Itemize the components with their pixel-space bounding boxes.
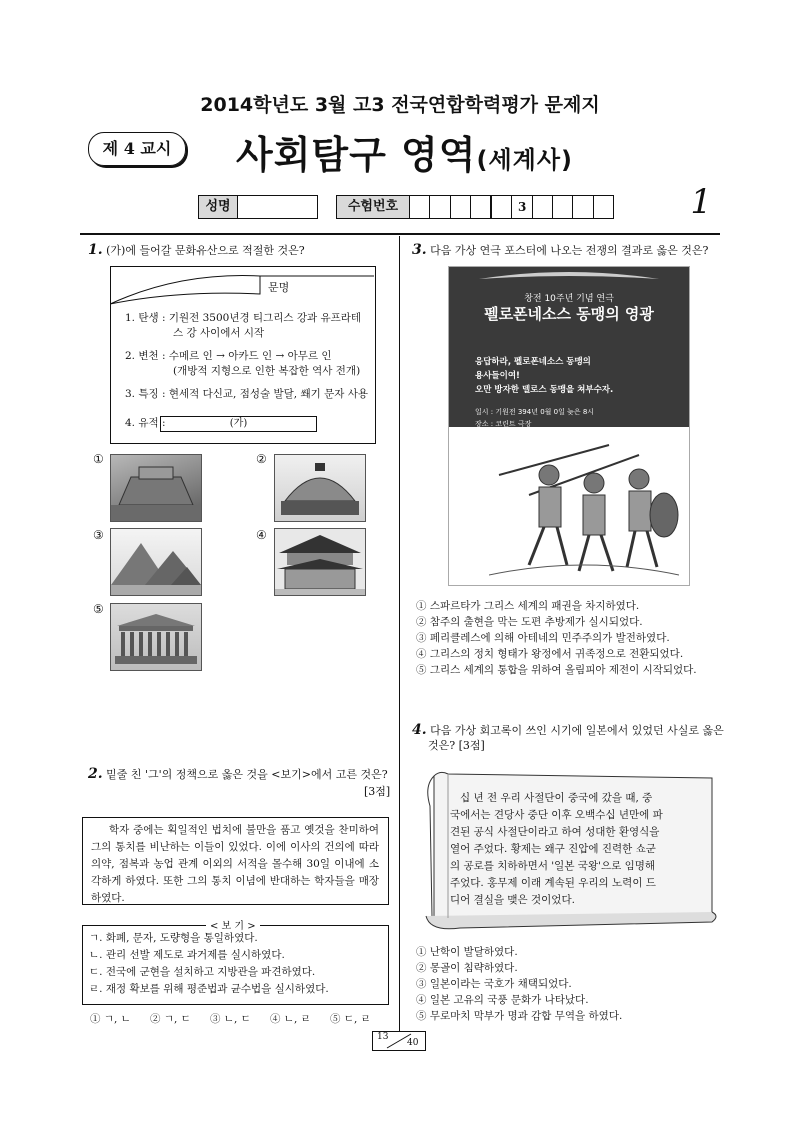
pyramids-image[interactable]: [110, 528, 202, 596]
answer-choice[interactable]: ① 난학이 발달하였다.: [416, 946, 518, 958]
answer-choice[interactable]: ⑤ 그리스 세계의 통합을 위하여 올림피아 제전이 시작되었다.: [416, 664, 697, 676]
option-number: ⑤: [93, 602, 104, 616]
bogi-title: < 보 기 >: [206, 917, 260, 932]
q2-passage-box: [82, 817, 389, 905]
q1-item: 2. 변천 : 수메르 인 → 아카드 인 → 아무르 인: [125, 350, 332, 362]
q1-item: 4. 유적 :: [125, 417, 166, 429]
answer-choice[interactable]: ② ㄱ, ㄷ: [150, 1013, 191, 1025]
ziggurat-image[interactable]: [110, 454, 202, 522]
answer-choice[interactable]: ① ㄱ, ㄴ: [90, 1013, 131, 1025]
page-current: 13: [377, 1032, 389, 1042]
play-poster: [448, 266, 690, 586]
poster-line: 오만 방자한 델로스 동맹을 쳐부수자.: [475, 385, 614, 395]
subject-main: 사회탐구 영역: [236, 133, 477, 177]
poster-line: 용사들이여!: [475, 371, 520, 381]
poster-title: 펠로폰네소스 동맹의 영광: [484, 305, 654, 323]
subject-sub: (세계사): [476, 146, 573, 174]
scroll-line: 디어 결실을 맺은 것이었다.: [450, 894, 575, 906]
q4-number: 4.: [412, 722, 427, 738]
exam-id-label: 수험번호: [337, 196, 410, 218]
bogi-item: ㄴ. 관리 선발 제도로 과거제를 실시하였다.: [89, 949, 285, 961]
name-field[interactable]: [238, 196, 317, 218]
q2-points: [3점]: [364, 785, 391, 798]
answer-choice[interactable]: ③ 일본이라는 국호가 채택되었다.: [416, 978, 572, 990]
stupa-image[interactable]: [274, 454, 366, 522]
id-cell[interactable]: [594, 196, 613, 218]
answer-choice[interactable]: ④ 일본 고유의 국풍 문화가 나타났다.: [416, 994, 589, 1006]
answer-choice[interactable]: ② 참주의 출현을 막는 도편 추방제가 실시되었다.: [416, 616, 643, 628]
q1-question-text: (가)에 들어갈 문화유산으로 적절한 것은?: [106, 244, 305, 257]
q4-question: [412, 722, 724, 739]
answer-choice[interactable]: ⑤ 무로마치 막부가 명과 감합 무역을 하였다.: [416, 1010, 623, 1022]
poster-line: 응답하라, 펠로폰네소스 동맹의: [475, 357, 591, 367]
answer-choice[interactable]: ① 스파르타가 그리스 세계의 패권을 차지하였다.: [416, 600, 640, 612]
q4-question-cont: 것은? [3점]: [428, 739, 485, 752]
q2-question: [88, 766, 388, 783]
answer-choice[interactable]: ④ ㄴ, ㄹ: [270, 1013, 311, 1025]
q3-question-text: 다음 가상 연극 포스터에 나오는 전쟁의 결과로 옳은 것은?: [430, 244, 709, 257]
q1-banner-label: 문명: [268, 281, 290, 294]
q1-item: (개방적 지형으로 인한 복잡한 역사 전개): [173, 365, 361, 377]
page-counter: [372, 1031, 426, 1051]
q2-question-text: 밑줄 친 '그'의 정책으로 옳은 것을 <보기>에서 고른 것은?: [106, 768, 388, 781]
option-number: ④: [256, 528, 267, 542]
option-number: ②: [256, 452, 267, 466]
id-cell[interactable]: [553, 196, 573, 218]
q1-item: 3. 특징 : 현세적 다신교, 점성술 발달, 쐐기 문자 사용: [125, 388, 368, 400]
scroll-line: 국에서는 견당사 중단 이후 오백수십 년만에 파: [450, 809, 663, 821]
id-cell[interactable]: [430, 196, 450, 218]
q2-number: 2.: [88, 766, 103, 782]
period-badge: 제 4 교시: [88, 132, 186, 166]
id-cell-digit: 3: [512, 196, 532, 218]
poster-date: 일시 : 기원전 394년 0월 0일 늦은 8시: [475, 408, 595, 416]
q4-question-text: 다음 가상 회고록이 쓰인 시기에 일본에서 있었던 사실로 옳은: [430, 724, 724, 737]
bogi-box: [82, 925, 389, 1005]
subject-title: [236, 124, 573, 179]
scroll-line: 열어 주었다. 황제는 왜구 진압에 진력한 쇼군: [450, 843, 656, 855]
parthenon-image[interactable]: [110, 603, 202, 671]
answer-choice[interactable]: ③ 페리클레스에 의해 아테네의 민주주의가 발전하였다.: [416, 632, 670, 644]
id-cell[interactable]: [492, 196, 512, 218]
exam-title: 2014학년도 3월 고3 전국연합학력평가 문제지: [200, 94, 600, 116]
id-cell[interactable]: [471, 196, 492, 218]
option-number: ①: [93, 452, 104, 466]
scroll-line: 주었다. 홍무제 이래 계속된 우리의 노력이 드: [450, 877, 656, 889]
header-divider: [80, 233, 720, 235]
id-cell[interactable]: [451, 196, 471, 218]
q1-banner-graphic: [110, 266, 374, 306]
option-number: ③: [93, 528, 104, 542]
answer-choice[interactable]: ② 몽골이 침략하였다.: [416, 962, 518, 974]
bogi-item: ㄷ. 전국에 군현을 설치하고 지방관을 파견하였다.: [89, 966, 316, 978]
scroll-line: 의 공로를 치하하면서 '일본 국왕'으로 임명해: [450, 860, 656, 872]
warriors-illustration: [489, 435, 679, 583]
bogi-item: ㄹ. 재정 확보를 위해 평준법과 균수법을 실시하였다.: [89, 983, 329, 995]
answer-choice[interactable]: ④ 그리스의 정치 형태가 왕정에서 귀족정으로 전환되었다.: [416, 648, 684, 660]
page-total: 40: [407, 1038, 419, 1048]
scroll-text: [450, 790, 710, 909]
id-cell[interactable]: [533, 196, 553, 218]
bogi-item: ㄱ. 화폐, 문자, 도량형을 통일하였다.: [89, 932, 258, 944]
q3-number: 3.: [412, 242, 427, 258]
q3-question: [412, 242, 708, 259]
page-number: 1: [690, 182, 712, 222]
exam-id-box: [336, 195, 614, 219]
name-box: [198, 195, 318, 219]
id-cell[interactable]: [573, 196, 593, 218]
name-label: 성명: [199, 196, 238, 218]
id-cell[interactable]: [410, 196, 430, 218]
q1-question: [88, 242, 305, 259]
todaiji-image[interactable]: [274, 528, 366, 596]
scroll-line: 십 년 전 우리 사절단이 중국에 갔을 때, 중: [460, 792, 653, 804]
column-divider: [399, 236, 400, 1031]
q1-ga-blank: (가): [160, 416, 317, 432]
q1-item: 스 강 사이에서 시작: [173, 327, 265, 339]
poster-place: 장소 : 코린트 극장: [475, 420, 532, 428]
scroll-line: 견된 공식 사절단이라고 하여 성대한 환영식을: [450, 826, 660, 838]
answer-choice[interactable]: ③ ㄴ, ㄷ: [210, 1013, 251, 1025]
q1-item: 1. 탄생 : 기원전 3500년경 티그리스 강과 유프라테: [125, 312, 362, 324]
poster-subtitle: 창전 10주년 기념 연극: [524, 294, 614, 304]
answer-choice[interactable]: ⑤ ㄷ, ㄹ: [330, 1013, 371, 1025]
q1-number: 1.: [88, 242, 103, 258]
q2-passage: 학자 중에는 획일적인 법치에 불만을 품고 옛것을 찬미하여 그의 통치를 비난하는 이들이 있었다. 이에 이사의 건의에 따라 의약, 점복과 농업 관계 이외의 서적을 몰수해 30일 이내에 소각하게 하였다. 또한 그의 통치 이념에 반대하는 학자들을 매장하였다.: [91, 824, 379, 904]
